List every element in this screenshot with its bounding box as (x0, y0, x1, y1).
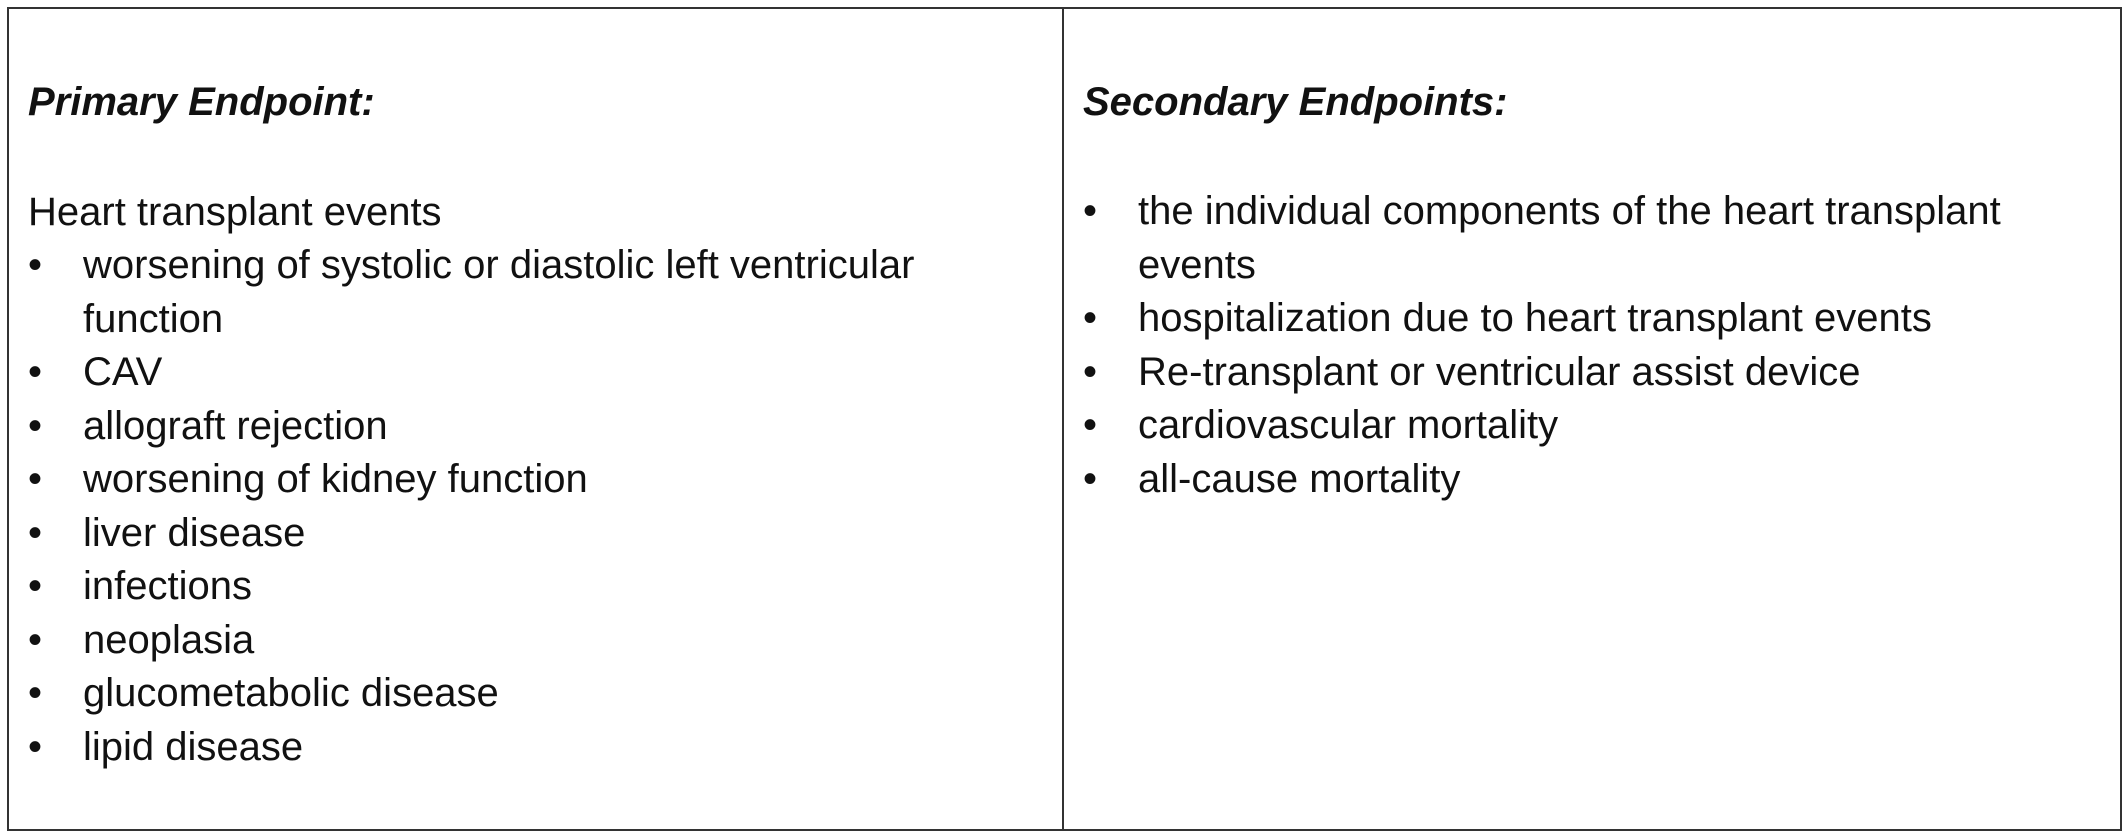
bullet-icon: • (1083, 456, 1098, 501)
list-item (28, 239, 1048, 346)
list-item-text: glucometabolic disease (83, 671, 499, 715)
bullet-icon: • (28, 724, 43, 769)
list-item (28, 614, 1048, 668)
list-item (1083, 346, 2118, 400)
list-item-text: worsening of systolic or diastolic left ventricular function (83, 243, 915, 341)
list-item-text: hospitalization due to heart transplant events (1138, 296, 1932, 340)
bullet-icon: • (1083, 189, 1098, 233)
list-item (28, 453, 1048, 507)
bullet-icon: • (1083, 403, 1098, 447)
bullet-icon: • (28, 403, 43, 448)
list-item (1083, 453, 2118, 507)
bullet-icon: • (28, 671, 43, 715)
list-item-text: cardiovascular mortality (1138, 403, 1559, 447)
secondary-endpoints-heading: Secondary Endpoints: (1083, 80, 1508, 124)
secondary-endpoints-cell (1064, 9, 2120, 829)
list-item-text: allograft rejection (83, 403, 388, 448)
primary-endpoint-list (28, 239, 1048, 774)
list-item (28, 507, 1048, 561)
bullet-icon: • (28, 564, 43, 608)
bullet-icon: • (28, 243, 43, 287)
secondary-endpoints-list (1083, 185, 2118, 506)
primary-endpoint-subheading: Heart transplant events (28, 190, 442, 234)
list-item (28, 560, 1048, 614)
list-item (28, 667, 1048, 721)
list-item-text: CAV (83, 350, 163, 394)
primary-endpoint-cell (9, 9, 1064, 829)
list-item-text: all-cause mortality (1138, 456, 1461, 501)
list-item-text: Re-transplant or ventricular assist device (1138, 349, 1861, 394)
endpoints-table (7, 7, 2122, 831)
list-item-text: infections (83, 564, 252, 608)
list-item-text: lipid disease (83, 724, 304, 769)
bullet-icon: • (28, 510, 43, 555)
list-item (1083, 185, 2118, 292)
bullet-icon: • (28, 350, 43, 394)
list-item (1083, 292, 2118, 346)
primary-endpoint-heading: Primary Endpoint: (28, 80, 375, 124)
list-item (1083, 399, 2118, 453)
list-item-text: worsening of kidney function (83, 457, 588, 501)
list-item-text: the individual components of the heart transplant events (1138, 189, 2001, 287)
bullet-icon: • (28, 457, 43, 501)
list-item (28, 721, 1048, 775)
bullet-icon: • (1083, 296, 1098, 340)
list-item (28, 346, 1048, 400)
list-item (28, 400, 1048, 454)
bullet-icon: • (28, 617, 43, 662)
bullet-icon: • (1083, 349, 1098, 394)
list-item-text: liver disease (83, 510, 306, 555)
list-item-text: neoplasia (83, 617, 255, 662)
